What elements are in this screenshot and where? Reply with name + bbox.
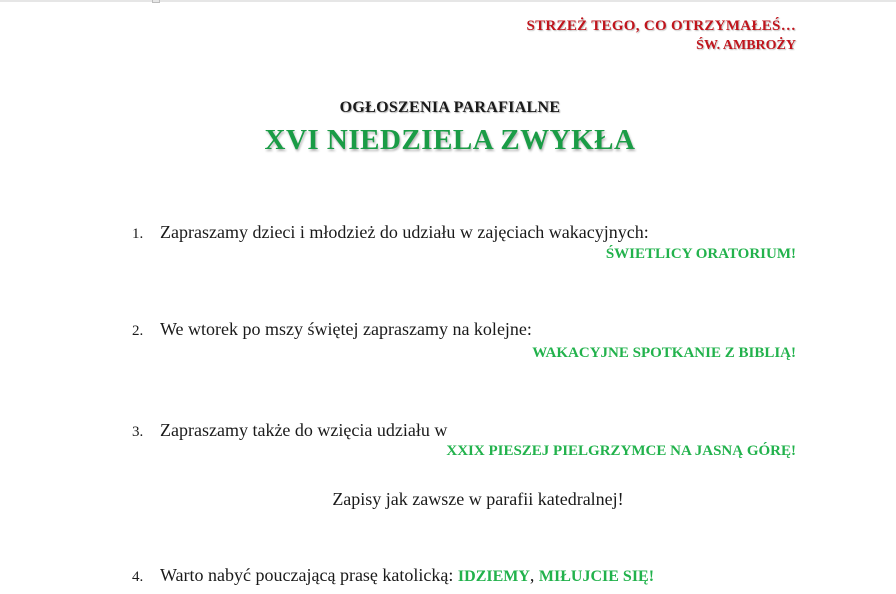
press-title-milujcie-sie: MIŁUJCIE SIĘ!	[538, 568, 655, 585]
press-title-idziemy: IDZIEMY	[457, 568, 530, 585]
registration-note: Zapisy jak zawsze w parafii katedralnej!	[332, 489, 624, 509]
page-subtitle: OGŁOSZENIA PARAFIALNE	[339, 99, 561, 116]
item-text: Zapraszamy dzieci i młodzież do udziału w zajęciach wakacyjnych:	[160, 222, 649, 242]
item-number: 3.	[132, 424, 144, 440]
item-text: Zapraszamy także do wzięcia udziału w	[160, 420, 448, 440]
item-number: 1.	[132, 226, 144, 242]
page-title: XVI NIEDZIELA ZWYKŁA	[264, 124, 636, 156]
item-highlight: XXIX PIESZEJ PIELGRZYMCE NA JASNĄ GÓRĘ!	[446, 443, 796, 459]
text-cursor-marker	[152, 0, 160, 3]
item-number: 2.	[132, 323, 144, 339]
motto-author: ŚW. AMBROŻY	[696, 38, 796, 53]
item-highlight: WAKACYJNE SPOTKANIE Z BIBLIĄ!	[532, 345, 796, 361]
top-ruler-edge	[0, 0, 896, 2]
item-text: Warto nabyć pouczającą prasę katolicką:	[160, 565, 454, 585]
motto-block	[526, 15, 796, 55]
separator-comma: ,	[529, 565, 535, 585]
item-highlight: ŚWIETLICY ORATORIUM!	[605, 246, 796, 262]
item-text-line	[160, 565, 654, 586]
item-number: 4.	[132, 569, 144, 585]
item-text: We wtorek po mszy świętej zapraszamy na kolejne:	[160, 319, 532, 339]
motto-quote: STRZEŻ TEGO, CO OTRZYMAŁEŚ…	[526, 18, 796, 34]
